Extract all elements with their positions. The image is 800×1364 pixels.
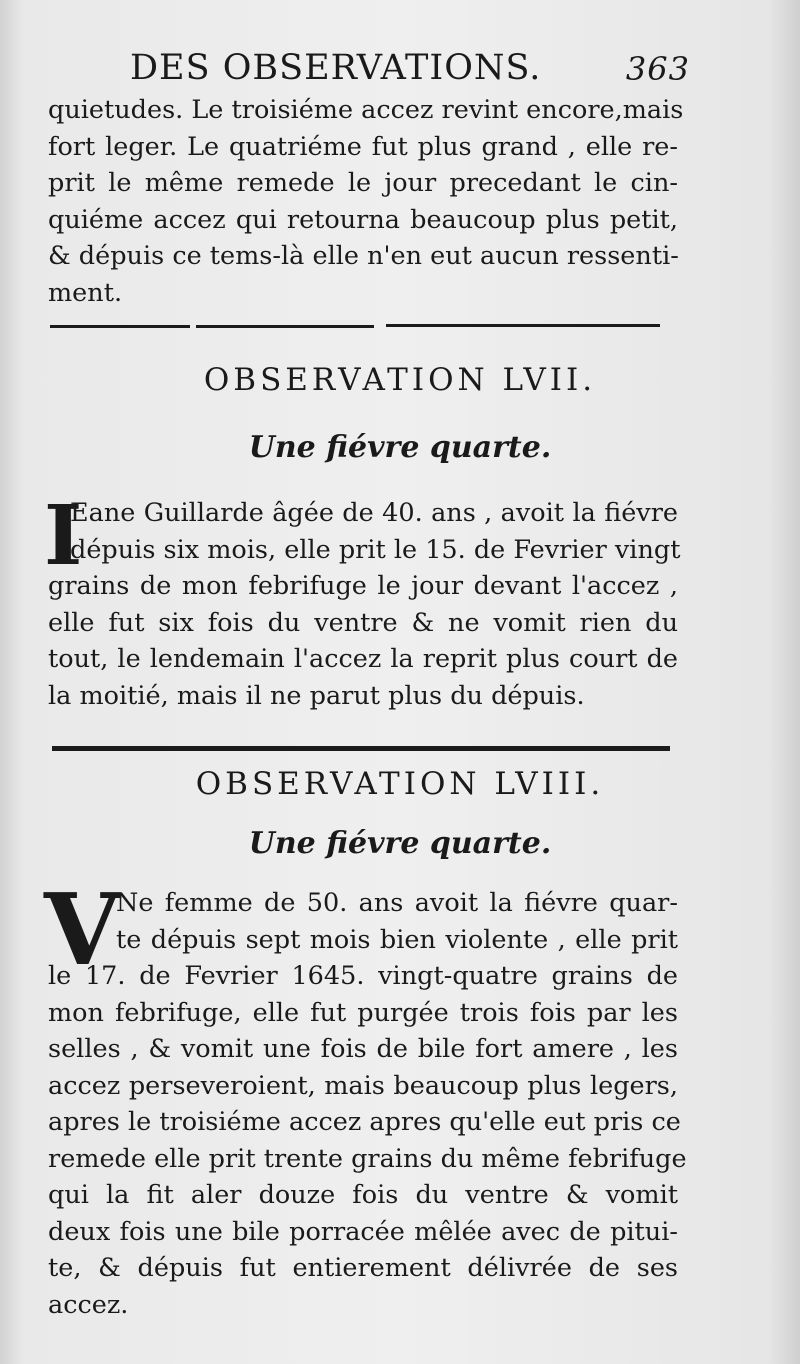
drop-cap: I — [44, 488, 83, 584]
text-line: quietudes. Le troisiéme accez revint encore,mais — [48, 95, 684, 125]
page-number: 363 — [625, 50, 690, 88]
text-line: te dépuis sept mois bien violente , elle prit — [116, 924, 678, 955]
text-line: & dépuis ce tems-là elle n'en eut aucun ressenti- — [48, 241, 679, 271]
text-line: tout, le lendemain l'accez la reprit plus court de — [48, 644, 678, 674]
text-line: elle fut six fois du ventre & ne vomit rien du — [48, 607, 678, 638]
observation-58-subheading: Une fiévre quarte. — [248, 826, 552, 861]
running-head — [130, 48, 690, 98]
continuation-paragraph — [48, 92, 684, 311]
divider-rule — [386, 324, 660, 327]
text-line: accez perseveroient, mais beaucoup plus legers, — [48, 1070, 678, 1101]
text-line: remede elle prit trente grains du même febrifuge — [48, 1143, 687, 1174]
divider-rule — [196, 325, 374, 328]
text-line: Eane Guillarde âgée de 40. ans , avoit la fiévre — [70, 498, 678, 528]
text-line: selles , & vomit une fois de bile fort amere , les — [48, 1034, 678, 1064]
text-line: deux fois une bile porracée mêlée avec de pitui- — [48, 1216, 678, 1247]
divider-rule — [52, 746, 670, 751]
text-line: grains de mon febrifuge le jour devant l'accez , — [48, 571, 678, 601]
text-line: la moitié, mais il ne parut plus du dépuis. — [48, 680, 585, 711]
text-line: fort leger. Le quatriéme fut plus grand , elle re- — [48, 131, 678, 162]
observation-58-paragraph — [116, 885, 678, 958]
text-line: accez. — [48, 1289, 129, 1320]
text-line: mon febrifuge, elle fut purgée trois fois par les — [48, 997, 678, 1028]
text-line: ment. — [48, 277, 123, 308]
text-line: prit le même remede le jour precedant le cin- — [48, 168, 678, 198]
observation-57-paragraph — [70, 495, 681, 568]
observation-58-heading: OBSERVATION LVIII. — [195, 766, 605, 802]
text-line: apres le troisiéme accez apres qu'elle eut pris ce — [48, 1107, 681, 1137]
text-line: qui la fit aler douze fois du ventre & vomit — [48, 1180, 678, 1210]
drop-cap: V — [44, 873, 121, 988]
running-head-title: DES OBSERVATIONS. — [130, 48, 542, 88]
observation-58-paragraph-cont — [48, 958, 687, 1323]
observation-57-paragraph-cont — [48, 568, 678, 714]
text-line: te, & dépuis fut entierement délivrée de ses — [48, 1253, 678, 1283]
divider-rule — [50, 325, 190, 328]
observation-57-subheading: Une fiévre quarte. — [248, 430, 552, 465]
text-line: le 17. de Fevrier 1645. vingt-quatre grains de — [48, 961, 678, 991]
text-line: dépuis six mois, elle prit le 15. de Fevrier vingt — [70, 534, 681, 565]
observation-57-heading: OBSERVATION LVII. — [203, 362, 597, 398]
text-line: quiéme accez qui retourna beaucoup plus petit, — [48, 204, 678, 235]
text-line: Ne femme de 50. ans avoit la fiévre quar- — [116, 888, 678, 918]
